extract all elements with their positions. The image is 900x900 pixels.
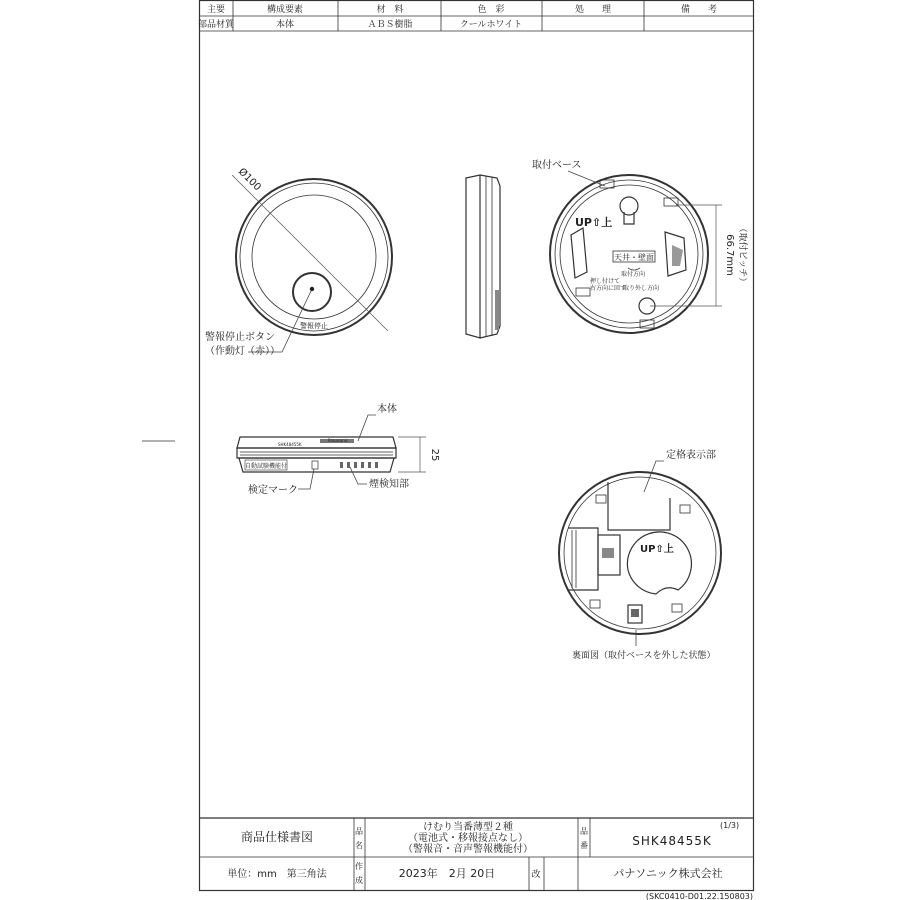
alarm-stop-button	[293, 273, 331, 311]
name-label-top: 品	[355, 827, 363, 836]
alarm-stop-label: 警報停止	[300, 322, 328, 330]
header-col-material: 材 料	[376, 5, 404, 15]
front-view	[205, 166, 392, 357]
created-date: 2023年 2月 20日	[398, 867, 496, 880]
made-label-top: 作	[355, 862, 363, 871]
materials-table	[198, 0, 754, 31]
revision-label: 改	[531, 870, 541, 880]
header-col-main: 主要	[206, 5, 226, 15]
made-label-bottom: 成	[355, 876, 363, 885]
mounting-base-view	[532, 158, 749, 333]
inspection-mark-label: 検定マーク	[248, 485, 298, 496]
header-col-color: 色 彩	[477, 5, 505, 15]
unit-projection: 単位：mm 第三角法	[227, 869, 327, 880]
name-label-bottom: 名	[355, 841, 363, 850]
rating-plate-label: 定格表示部	[666, 450, 716, 461]
document-title: 商品仕様書図	[240, 830, 314, 844]
rear-view	[559, 448, 721, 661]
pitch-note: （取付ピッチ）	[737, 223, 747, 287]
page-indicator: (1/3)	[720, 821, 740, 830]
product-name-line1: けむり当番薄型２種	[423, 822, 513, 833]
alarm-stop-callout: 警報停止ボタン	[205, 332, 275, 343]
indicator-led	[310, 287, 314, 291]
row-material-abs: ＡＢＳ樹脂	[367, 20, 413, 30]
turn-direction-line2: 取り外し方向	[623, 285, 660, 292]
base-up-mark: UP⇧上	[575, 216, 613, 229]
model-number: SHK48455K	[632, 834, 712, 848]
side-elevation-view	[237, 402, 440, 496]
row-parts-material-label: 部品材質	[197, 20, 235, 30]
header-col-component: 構成要素	[266, 5, 304, 15]
mount-surface-label: 天井・壁面	[614, 253, 654, 262]
indicator-callout: （作動灯（赤））	[205, 346, 280, 357]
brand-mark: Panasonic	[328, 438, 349, 443]
no-label-bottom: 番	[580, 841, 588, 850]
self-test-print: 自動試験機能付	[244, 463, 288, 470]
smoke-sensor-label: 煙検知部	[369, 479, 409, 490]
push-turn-line1: 押し付けて	[590, 278, 621, 285]
rear-up-mark: UP⇧上	[640, 544, 674, 555]
diameter-label: Ø100	[235, 166, 263, 194]
inspection-mark-symbol	[312, 461, 318, 469]
row-color-coolwhite: クールホワイト	[459, 20, 523, 30]
document-code: (SKC0410-D01.22.150803)	[645, 892, 753, 900]
product-name-line3: （警報音・音声警報機能付）	[403, 844, 533, 855]
row-component-body: 本体	[275, 20, 295, 30]
base-title: 取付ベース	[532, 160, 582, 171]
body-label: 本体	[377, 404, 397, 415]
pitch-dimension: 66.7mm	[724, 234, 735, 276]
height-dimension: 25	[429, 448, 440, 462]
no-label-top: 品	[580, 827, 588, 836]
side-model-print: SHK48455K	[278, 442, 302, 447]
product-name-line2: （電池式・移報接点なし）	[408, 833, 528, 844]
rear-view-caption: 裏面図（取付ベースを外した状態）	[572, 651, 716, 661]
turn-direction-line1: 取付方向	[621, 271, 646, 278]
side-profile-view	[466, 175, 500, 338]
title-block	[200, 818, 754, 900]
push-turn-line2: 右方向に回す	[590, 285, 627, 292]
company-name: パナソニック株式会社	[613, 867, 723, 880]
header-col-treatment: 処 理	[574, 5, 612, 15]
header-col-remarks: 備 考	[680, 5, 718, 15]
